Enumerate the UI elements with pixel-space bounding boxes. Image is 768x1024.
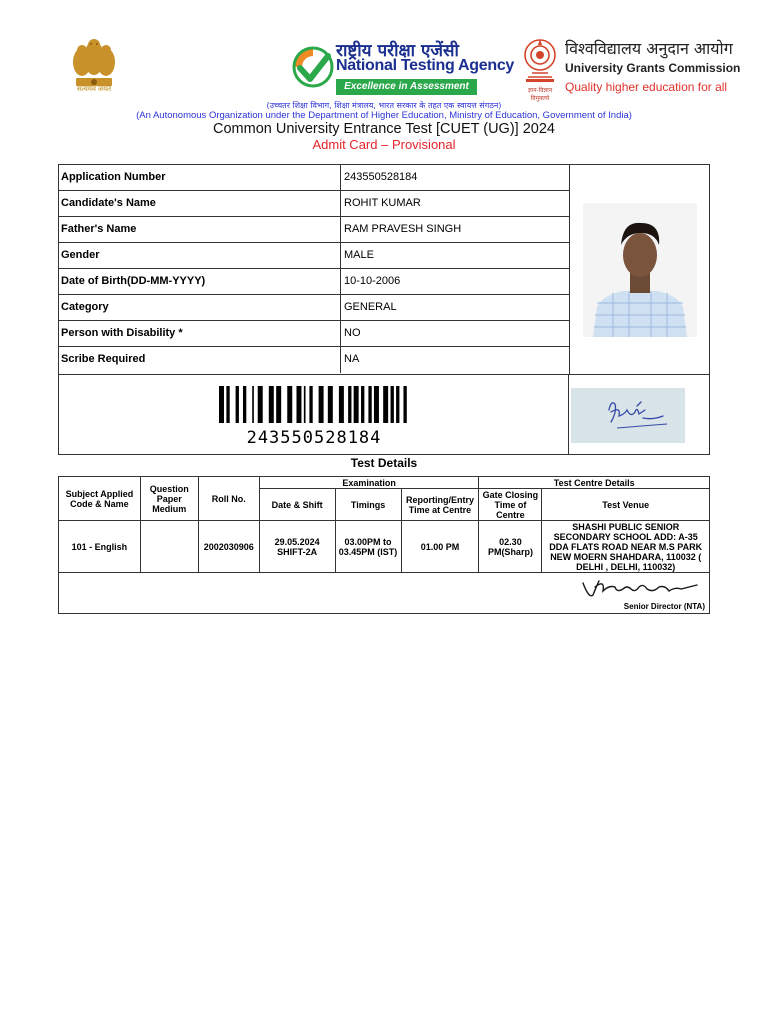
nta-logo-icon: [292, 46, 334, 88]
reporting-cell: 01.00 PM: [401, 521, 479, 573]
ugc-hindi-name: विश्वविद्यालय अनुदान आयोग: [565, 39, 733, 58]
test-details-table: [58, 476, 710, 614]
ugc-logo-icon: [520, 37, 560, 85]
reporting-header: Reporting/Entry Time at Centre: [401, 489, 479, 521]
barcode-icon: [219, 386, 409, 423]
scribe-label: Scribe Required: [59, 347, 341, 373]
candidate-details-table: [58, 164, 710, 455]
ugc-english-name: University Grants Commission: [565, 61, 741, 75]
candidate-signature: [571, 388, 685, 443]
exam-date: 29.05.2024: [274, 536, 320, 547]
category-value: GENERAL: [344, 301, 397, 313]
category-label: Category: [59, 295, 341, 320]
roll-cell: 2002030906: [198, 521, 259, 573]
barcode-cell: [59, 374, 569, 454]
gate-closing-cell: 02.30 PM(Sharp): [479, 521, 542, 573]
disability-label: Person with Disability *: [59, 321, 341, 346]
disability-value: NO: [344, 327, 361, 339]
medium-header: Question Paper Medium: [140, 477, 198, 521]
organization-subtitle-hindi: (उच्चतर शिक्षा विभाग, शिक्षा मंत्रालय, भारत सरकार के तहत एक स्वायत्त संगठन): [266, 101, 502, 110]
ugc-logo-caption: ज्ञान-विज्ञान विमुक्तये: [527, 88, 553, 102]
nta-hindi-name: राष्ट्रीय परीक्षा एजेंसी: [336, 41, 459, 61]
authority-signature: [575, 577, 705, 601]
table-row: [59, 191, 569, 217]
venue-cell: SHASHI PUBLIC SENIOR SECONDARY SCHOOL ADD: A-35 DDA FLATS ROAD NEAR M.S PARK NEW MOERN SHAHDARA, 110032 ( DELHI , DELHI, 110032): [542, 521, 710, 573]
table-row: [59, 573, 710, 614]
test-centre-header: Test Centre Details: [479, 477, 710, 489]
table-header-row: [59, 477, 710, 489]
application-number-label: Application Number: [59, 165, 341, 190]
examination-header: Examination: [259, 477, 479, 489]
table-row: [59, 347, 569, 373]
venue-header: Test Venue: [542, 489, 710, 521]
medium-cell: [140, 521, 198, 573]
gender-value: MALE: [344, 249, 374, 261]
subject-cell: 101 - English: [59, 521, 141, 573]
date-shift-header: Date & Shift: [259, 489, 335, 521]
candidate-signature-cell: [569, 374, 709, 454]
table-row: [59, 295, 569, 321]
father-name-value: RAM PRAVESH SINGH: [344, 223, 462, 235]
table-row: [59, 321, 569, 347]
test-details-title: Test Details: [350, 456, 418, 470]
date-shift-cell: [259, 521, 335, 573]
nta-english-name: National Testing Agency: [336, 57, 515, 74]
candidate-photo: [583, 203, 697, 337]
ugc-tagline: Quality higher education for all: [565, 80, 728, 94]
table-row: [59, 243, 569, 269]
timings-cell: 03.00PM to 03.45PM (IST): [335, 521, 401, 573]
subject-header: Subject Applied Code & Name: [59, 477, 141, 521]
dob-label: Date of Birth(DD-MM-YYYY): [59, 269, 341, 294]
exam-title: Common University Entrance Test [CUET (UG)] 2024: [213, 121, 555, 137]
gate-closing-header: Gate Closing Time of Centre: [479, 489, 542, 521]
dob-value: 10-10-2006: [344, 275, 401, 287]
authority-signature-cell: [59, 573, 710, 614]
table-row: [59, 217, 569, 243]
candidate-name-value: ROHIT KUMAR: [344, 197, 421, 209]
nta-tagline: Excellence in Assessment: [336, 79, 477, 95]
authority-caption: Senior Director (NTA): [623, 602, 705, 611]
roll-header: Roll No.: [198, 477, 259, 521]
scribe-value: NA: [344, 353, 360, 365]
timings-header: Timings: [335, 489, 401, 521]
table-row: [59, 165, 569, 191]
table-row: [59, 521, 710, 573]
organization-subtitle-english: (An Autonomous Organization under the Department of Higher Education, Ministry of Education, Government of India): [136, 110, 632, 121]
exam-shift: SHIFT-2A: [277, 546, 318, 557]
application-number-value: 243550528184: [344, 171, 418, 183]
father-name-label: Father's Name: [59, 217, 341, 242]
gender-label: Gender: [59, 243, 341, 268]
candidate-name-label: Candidate's Name: [59, 191, 341, 216]
candidate-photo-cell: [569, 165, 709, 374]
admit-card-type: Admit Card – Provisional: [312, 137, 456, 152]
barcode-number: 243550528184: [246, 428, 382, 448]
emblem-caption: सत्यमेव जयते: [76, 86, 112, 93]
table-row: [59, 269, 569, 295]
